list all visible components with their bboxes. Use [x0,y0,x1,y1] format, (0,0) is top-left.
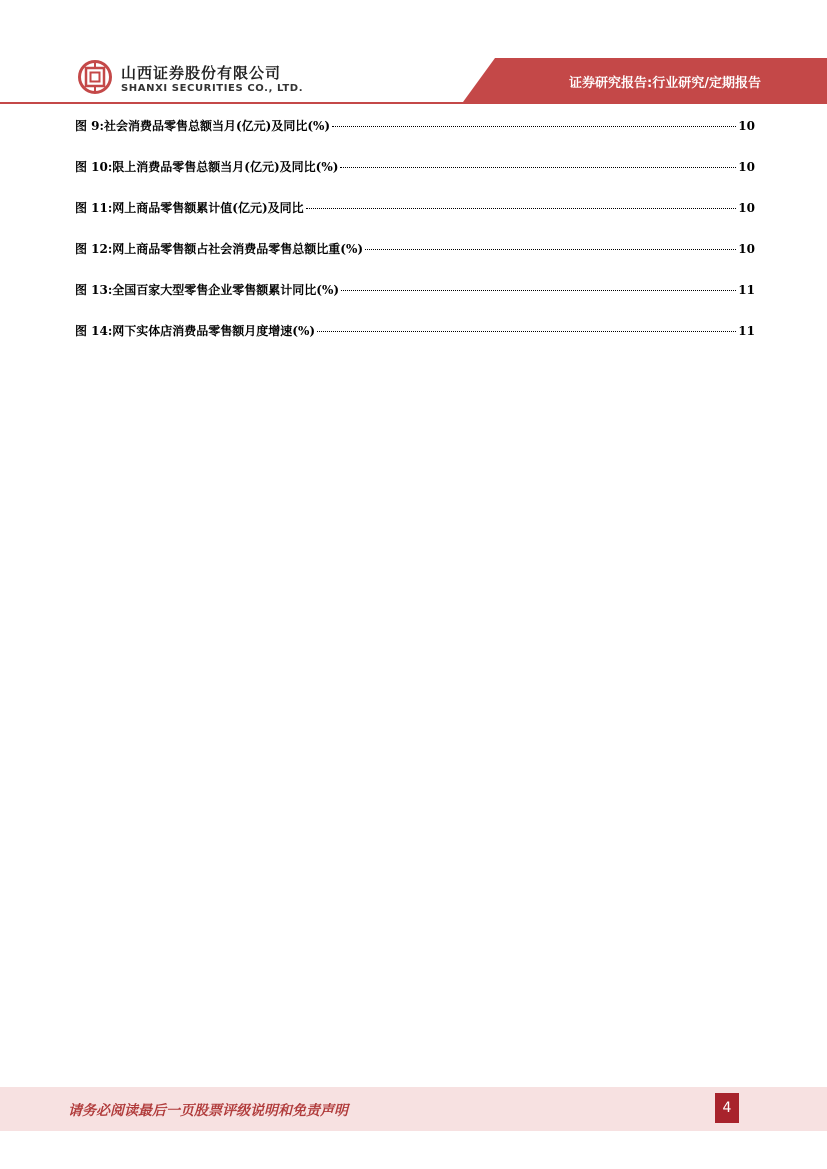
toc-entry-label: 图 14:网下实体店消费品零售额月度增速(%) [75,324,316,338]
toc-entry-page: 10 [738,242,755,256]
toc-leader-dots [341,290,736,291]
header-divider [0,102,827,104]
page-footer [0,1087,827,1131]
toc-entry-label: 图 13:全国百家大型零售企业零售额累计同比(%) [75,283,340,297]
report-type-title: 证券研究报告:行业研究/定期报告 [569,76,761,91]
toc-leader-dots [317,331,736,332]
toc-entry[interactable] [75,158,755,199]
toc-entry[interactable] [75,281,755,322]
toc-entry[interactable] [75,322,755,363]
toc-entry-label: 图 12:网上商品零售额占社会消费品零售总额比重(%) [75,242,364,256]
toc-entry-page: 10 [738,119,755,133]
toc-entry[interactable] [75,117,755,158]
toc-entry-label: 图 11:网上商品零售额累计值(亿元)及同比 [75,201,304,215]
disclaimer-notice: 请务必阅读最后一页股票评级说明和免责声明 [68,1103,348,1119]
page-number: 4 [715,1093,739,1123]
toc-leader-dots [365,249,736,250]
company-name-en: SHANXI SECURITIES CO., LTD. [121,83,304,94]
shanxi-securities-logo-icon [78,60,112,94]
toc-entry-label: 图 9:社会消费品零售总额当月(亿元)及同比(%) [75,119,331,133]
toc-leader-dots [306,208,737,209]
toc-entry-page: 11 [738,283,755,297]
toc-entry-page: 11 [738,324,755,338]
toc-leader-dots [332,126,736,127]
toc-entry[interactable] [75,199,755,240]
toc-entry-label: 图 10:限上消费品零售总额当月(亿元)及同比(%) [75,160,339,174]
toc-leader-dots [340,167,736,168]
page-header [0,0,827,110]
toc-entry-page: 10 [738,160,755,174]
toc-entry[interactable] [75,240,755,281]
figure-list [75,117,755,363]
toc-entry-page: 10 [738,201,755,215]
company-name-cn: 山西证券股份有限公司 [121,64,282,82]
